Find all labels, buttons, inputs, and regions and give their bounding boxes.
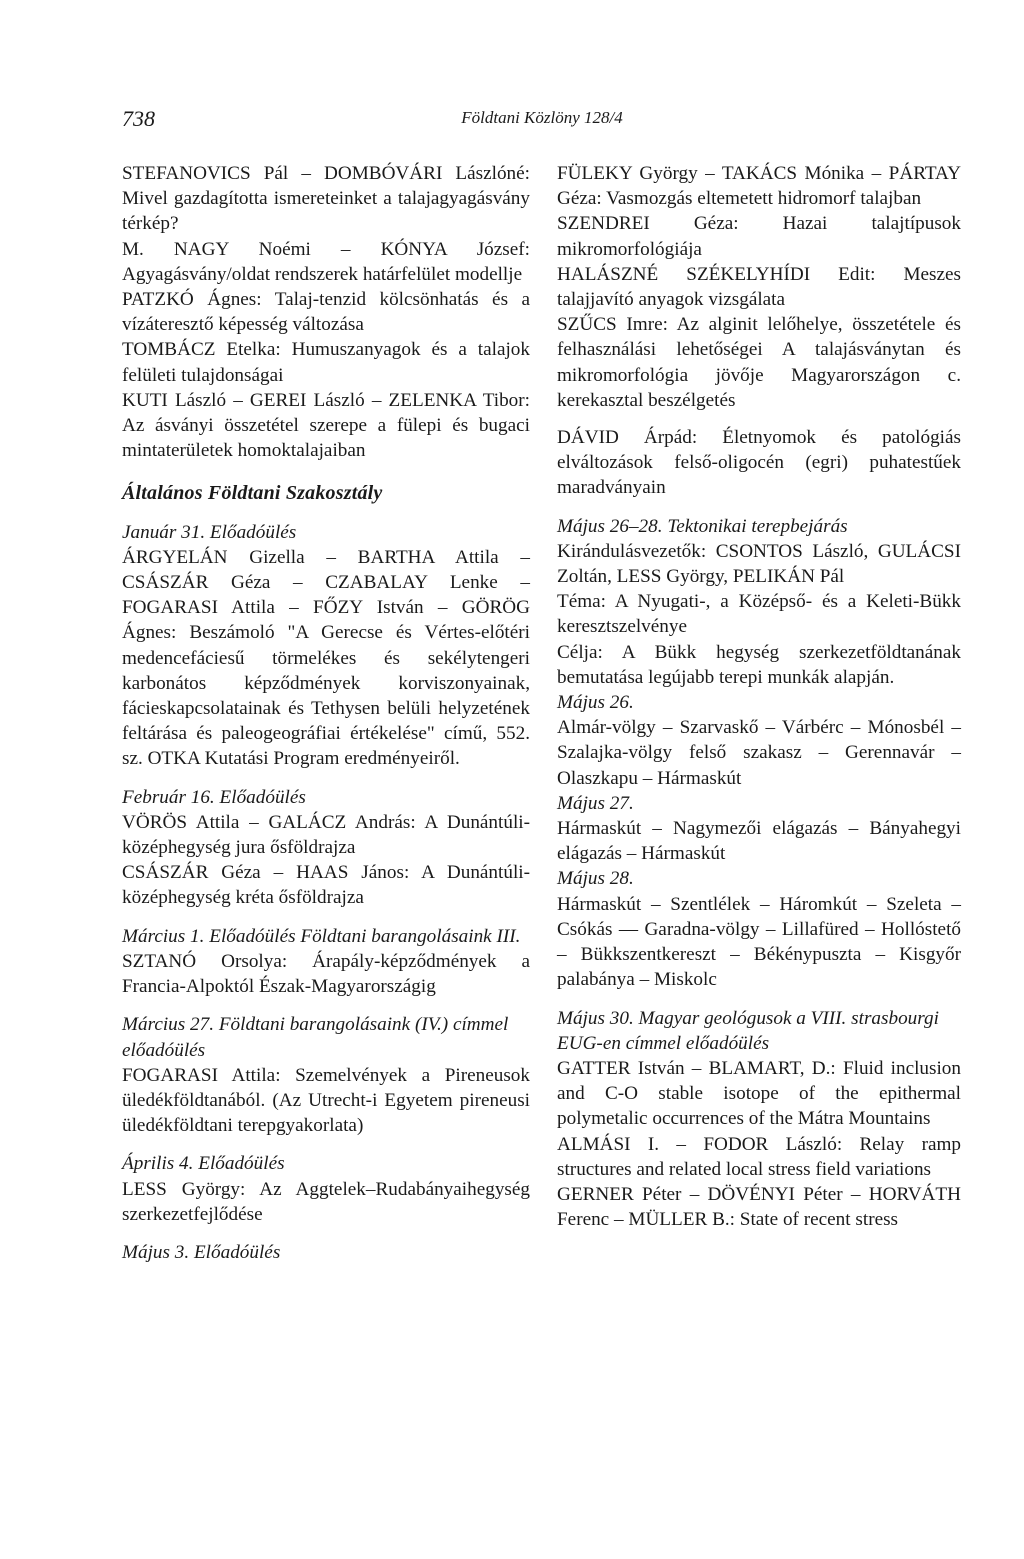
lecture-entry: Téma: A Nyugati-, a Középső- és a Keleti-Bükk keresztszelvénye bbox=[557, 591, 961, 638]
lecture-entry: DÁVID Árpád: Életnyomok és patológiás elváltozások felső-oligocén (egri) puhatestűek maradványain bbox=[557, 427, 961, 499]
lecture-entry: ÁRGYELÁN Gizella – BARTHA Attila – CSÁSZÁR Géza – CZABALAY Lenke – FOGARASI Attila – FŐZY István – GÖRÖG Ágnes: Beszámoló "A Gerecse és Vértes-előtéri medencefáciesű törmelékes és sekélytengeri karbonátos képződmények korviszonyainak, fácieskapcsolatainak és Tethysen belüli helyzetének feltárása és paleogeográfiai értékelése" című, 552. sz. OTKA Kutatási Program eredményeiről. bbox=[122, 546, 530, 770]
right-column bbox=[557, 161, 961, 1232]
lecture-entry: GATTER István – BLAMART, D.: Fluid inclusion and C-O stable isotope of the epithermal polymetalic occurrences of the Mátra Mountains bbox=[557, 1057, 961, 1130]
lecture-entry: FÜLEKY György – TAKÁCS Mónika – PÁRTAY Géza: Vasmozgás eltemetett hidromorf talajban bbox=[557, 163, 961, 210]
session-date: Április 4. Előadóülés bbox=[122, 1153, 285, 1175]
lecture-entry: STEFANOVICS Pál – DOMBÓVÁRI Lászlóné: Mivel gazdagította ismereteinket a talajagyagásvány térkép? bbox=[122, 163, 530, 235]
lecture-entry: PATZKÓ Ágnes: Talaj-tenzid kölcsönhatás és a vízáteresztő képesség változása bbox=[122, 289, 530, 336]
lecture-entry: GERNER Péter – DÖVÉNYI Péter – HORVÁTH Ferenc – MÜLLER B.: State of recent stress bbox=[557, 1183, 961, 1231]
session-date: Március 27. Földtani barangolásaink (IV.) címmel előadóülés bbox=[122, 1014, 509, 1061]
lecture-entry: Kirándulásvezetők: CSONTOS László, GULÁCSI Zoltán, LESS György, PELIKÁN Pál bbox=[557, 540, 961, 588]
lecture-entry: TOMBÁCZ Etelka: Humuszanyagok és a talajok felületi tulajdonságai bbox=[122, 339, 530, 386]
left-column bbox=[122, 161, 530, 1265]
session-date: Május 28. bbox=[557, 868, 634, 890]
lecture-entry: KUTI László – GEREI László – ZELENKA Tibor: Az ásványi összetétel szerepe a fülepi és bugaci mintaterületek homoktalajaiban bbox=[122, 389, 530, 462]
session-date: Május 27. bbox=[557, 792, 634, 814]
lecture-entry: Hármaskút – Nagymezői elágazás – Bányahegyi elágazás – Hármaskút bbox=[557, 818, 961, 865]
session-date: Május 3. Előadóülés bbox=[122, 1241, 281, 1263]
lecture-entry: Célja: A Bükk hegység szerkezetföldtanának bemutatása legújabb terepi munkák alapján. bbox=[557, 641, 961, 688]
lecture-entry: LESS György: Az Aggtelek–Rudabányaihegység szerkezetfejlődése bbox=[122, 1178, 530, 1225]
session-date: Február 16. Előadóülés bbox=[122, 786, 306, 808]
lecture-entry: Hármaskút – Szentlélek – Háromkút – Szeleta – Csókás — Garadna-völgy – Lillafüred – Hollóstető – Bükkszentkereszt – Békénypuszta – Kisgyőr palabánya – Miskolc bbox=[557, 893, 961, 991]
lecture-entry: Almár-völgy – Szarvaskő – Várbérc – Mónosbél – Szalajka-völgy felső szakasz – Gerennavár – Olaszkapu – Hármaskút bbox=[557, 717, 961, 789]
lecture-entry: SZŰCS Imre: Az alginit lelőhelye, összetétele és felhasználási lehetőségei A talajásványtan és mikromorfológia jövője Magyarországon c. kerekasztal beszélgetés bbox=[557, 314, 961, 411]
session-date: Május 30. Magyar geológusok a VIII. strasbourgi EUG-en címmel előadóülés bbox=[557, 1007, 939, 1054]
page-header bbox=[122, 106, 962, 134]
spacer bbox=[557, 413, 961, 425]
page-number: 738 bbox=[122, 106, 155, 131]
journal-title: Földtani Közlöny 128/4 bbox=[461, 108, 623, 127]
lecture-entry: M. NAGY Noémi – KÓNYA József: Agyagásvány/oldat rendszerek határfelület modellje bbox=[122, 238, 530, 285]
lecture-entry: SZTANÓ Orsolya: Árapály-képződmények a Francia-Alpoktól Észak-Magyarországig bbox=[122, 950, 530, 998]
session-date: Május 26–28. Tektonikai terepbejárás bbox=[557, 515, 848, 537]
session-date: Január 31. Előadóülés bbox=[122, 521, 297, 543]
lecture-entry: SZENDREI Géza: Hazai talajtípusok mikromorfológiája bbox=[557, 213, 961, 260]
section-title: Általános Földtani Szakosztály bbox=[122, 482, 383, 505]
session-date: Május 26. bbox=[557, 692, 634, 714]
lecture-entry: VÖRÖS Attila – GALÁCZ András: A Dunántúli-középhegység jura ősföldrajza bbox=[122, 811, 530, 859]
lecture-entry: FOGARASI Attila: Szemelvények a Pireneusok üledékföldtanából. (Az Utrecht-i Egyetem pireneusi üledékföldtani terepgyakorlata) bbox=[122, 1064, 530, 1137]
session-date: Március 1. Előadóülés Földtani barangolásaink III. bbox=[122, 925, 521, 947]
lecture-entry: ALMÁSI I. – FODOR László: Relay ramp structures and related local stress field variations bbox=[557, 1133, 961, 1180]
lecture-entry: HALÁSZNÉ SZÉKELYHÍDI Edit: Meszes talajjavító anyagok vizsgálata bbox=[557, 263, 961, 311]
lecture-entry: CSÁSZÁR Géza – HAAS János: A Dunántúli-középhegység kréta ősföldrajza bbox=[122, 862, 530, 909]
